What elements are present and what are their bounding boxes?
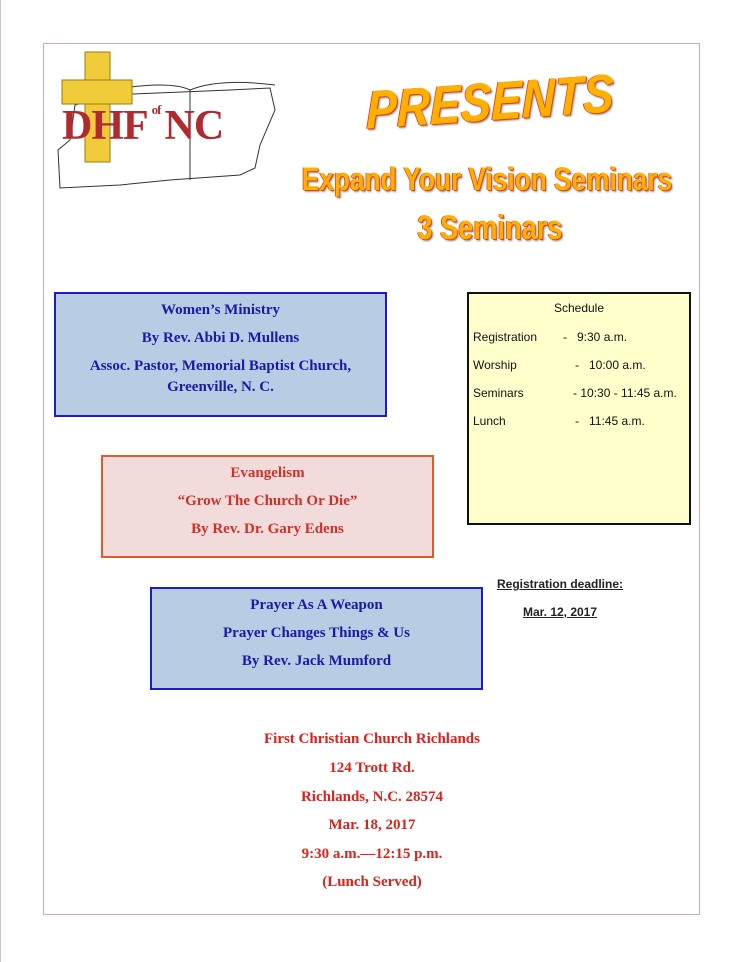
schedule-row-time: - 9:30 a.m. [563, 330, 628, 344]
schedule-row-label: Registration [473, 330, 538, 344]
seminar-count: 3 Seminars [417, 209, 563, 247]
seminar-title: Evangelism [230, 465, 305, 481]
schedule-box [467, 292, 691, 525]
presents-heading: PRESENTS [366, 63, 614, 141]
logo-nc: NC [164, 103, 224, 149]
seminar-subtitle: “Grow The Church Or Die” [177, 493, 358, 509]
logo-dhf: DHF [62, 103, 148, 149]
event-time: 9:30 a.m.—12:15 p.m. [301, 846, 443, 862]
schedule-row-time: - 10:00 a.m. [575, 358, 646, 372]
seminar-womens-ministry [54, 292, 387, 417]
seminar-speaker-location: Greenville, N. C. [167, 379, 274, 395]
seminar-speaker: By Rev. Jack Mumford [241, 653, 392, 669]
seminar-prayer [150, 587, 483, 690]
dhf-logo [50, 50, 305, 190]
seminar-speaker: By Rev. Abbi D. Mullens [141, 330, 300, 346]
seminar-subtitle: Prayer Changes Things & Us [223, 625, 410, 641]
event-date: Mar. 18, 2017 [328, 817, 416, 833]
schedule-row-time: - 10:30 - 11:45 a.m. [573, 386, 677, 400]
schedule-row-time: - 11:45 a.m. [575, 414, 645, 428]
venue-city: Richlands, N.C. 28574 [300, 789, 444, 805]
seminar-speaker: By Rev. Dr. Gary Edens [191, 521, 344, 537]
deadline-date: Mar. 12, 2017 [522, 605, 598, 619]
venue-street: 124 Trott Rd. [329, 760, 415, 776]
schedule-row-label: Seminars [473, 386, 524, 400]
seminar-title: Prayer As A Weapon [250, 597, 383, 613]
seminar-speaker-role: Assoc. Pastor, Memorial Baptist Church, [89, 358, 352, 374]
seminar-evangelism [101, 455, 434, 558]
schedule-row-label: Lunch [473, 414, 506, 428]
logo-of: of [151, 102, 161, 117]
seminar-series-title: Expand Your Vision Seminars [301, 161, 673, 197]
deadline-label: Registration deadline: [496, 577, 624, 591]
lunch-note: (Lunch Served) [322, 874, 422, 890]
schedule-row-label: Worship [473, 358, 517, 372]
venue-name: First Christian Church Richlands [263, 731, 480, 747]
seminar-title: Women’s Ministry [160, 302, 281, 318]
schedule-title: Schedule [553, 301, 605, 315]
